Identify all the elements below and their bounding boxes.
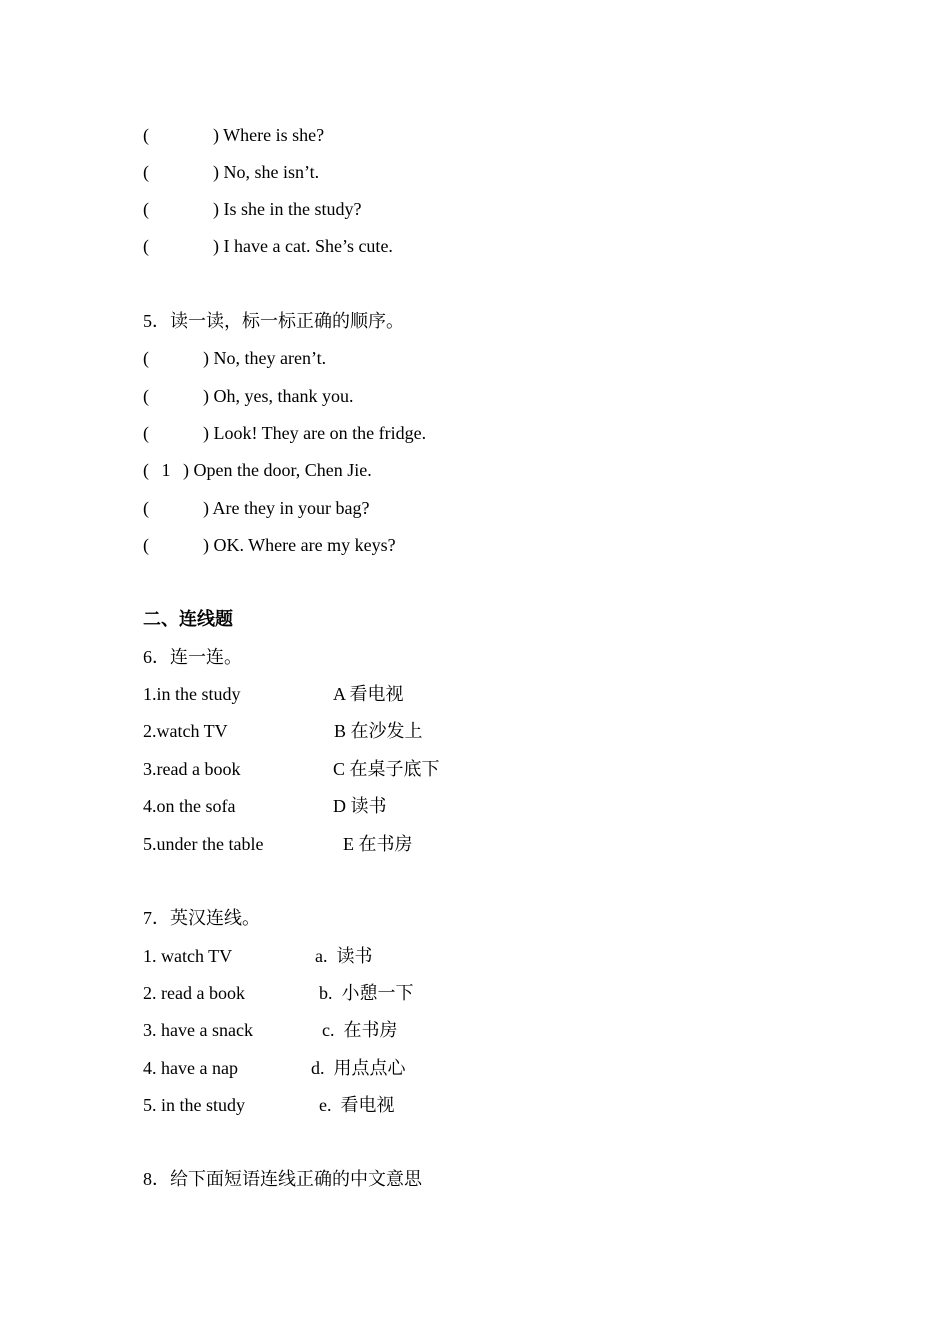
q6-left-5[interactable]: 5.under the table bbox=[143, 834, 264, 854]
q7-right-4[interactable]: d. 用点点心 bbox=[311, 1058, 406, 1078]
q7-right-2[interactable]: b. 小憩一下 bbox=[319, 983, 414, 1003]
q7-left-5[interactable]: 5. in the study bbox=[143, 1095, 245, 1115]
q6-left-4[interactable]: 4.on the sofa bbox=[143, 796, 236, 816]
q5-line-3: ( ) Look! They are on the fridge. bbox=[143, 423, 427, 443]
q4-text-3: Is she in the study? bbox=[223, 199, 362, 219]
q5-text-2: Oh, yes, thank you. bbox=[213, 386, 354, 406]
q7-title: 7．英汉连线。 bbox=[143, 908, 260, 928]
q5-text-6: OK. Where are my keys? bbox=[209, 535, 396, 555]
q5-text-5: Are they in your bag? bbox=[212, 498, 370, 518]
q4-line-3: ( ) Is she in the study? bbox=[143, 199, 362, 219]
q4-text-2: No, she isn’t. bbox=[223, 162, 320, 182]
q8-title: 8．给下面短语连线正确的中文意思 bbox=[143, 1169, 422, 1189]
q5-line-5: ( ) Are they in your bag? bbox=[143, 498, 370, 518]
q5-text-1: No, they aren’t. bbox=[213, 348, 327, 368]
q5-blank-4[interactable]: 1 bbox=[161, 460, 171, 480]
q4-line-2: ( ) No, she isn’t. bbox=[143, 162, 320, 182]
q5-line-1: ( ) No, they aren’t. bbox=[143, 348, 327, 368]
q5-line-2: ( ) Oh, yes, thank you. bbox=[143, 386, 354, 406]
q4-text-4: I have a cat. She’s cute. bbox=[223, 236, 393, 256]
q5-line-6: ( ) OK. Where are my keys? bbox=[143, 535, 396, 555]
section2-title: 二、连线题 bbox=[143, 609, 233, 629]
q6-left-3[interactable]: 3.read a book bbox=[143, 759, 241, 779]
q4-line-1: ( ) Where is she? bbox=[143, 125, 325, 145]
q7-left-1[interactable]: 1. watch TV bbox=[143, 946, 233, 966]
q7-right-5[interactable]: e. 看电视 bbox=[319, 1095, 395, 1115]
q6-right-1[interactable]: A 看电视 bbox=[333, 684, 404, 704]
q7-right-3[interactable]: c. 在书房 bbox=[322, 1020, 398, 1040]
q7-left-4[interactable]: 4. have a nap bbox=[143, 1058, 238, 1078]
q7-left-3[interactable]: 3. have a snack bbox=[143, 1020, 253, 1040]
q7-right-1[interactable]: a. 读书 bbox=[315, 946, 373, 966]
q6-left-2[interactable]: 2.watch TV bbox=[143, 721, 228, 741]
q4-text-1: Where is she? bbox=[223, 125, 325, 145]
q5-title: 5．读一读，标一标正确的顺序。 bbox=[143, 311, 404, 331]
q4-line-4: ( ) I have a cat. She’s cute. bbox=[143, 236, 393, 256]
q6-right-5[interactable]: E 在书房 bbox=[343, 834, 413, 854]
q5-text-3: Look! They are on the fridge. bbox=[213, 423, 427, 443]
q6-right-3[interactable]: C 在桌子底下 bbox=[333, 759, 440, 779]
q6-right-4[interactable]: D 读书 bbox=[333, 796, 387, 816]
q7-left-2[interactable]: 2. read a book bbox=[143, 983, 245, 1003]
q5-line-4: ( 1 ) Open the door, Chen Jie. bbox=[143, 460, 372, 480]
q6-title: 6．连一连。 bbox=[143, 647, 242, 667]
q6-right-2[interactable]: B 在沙发上 bbox=[334, 721, 423, 741]
q5-text-4: Open the door, Chen Jie. bbox=[193, 460, 372, 480]
q6-left-1[interactable]: 1.in the study bbox=[143, 684, 241, 704]
